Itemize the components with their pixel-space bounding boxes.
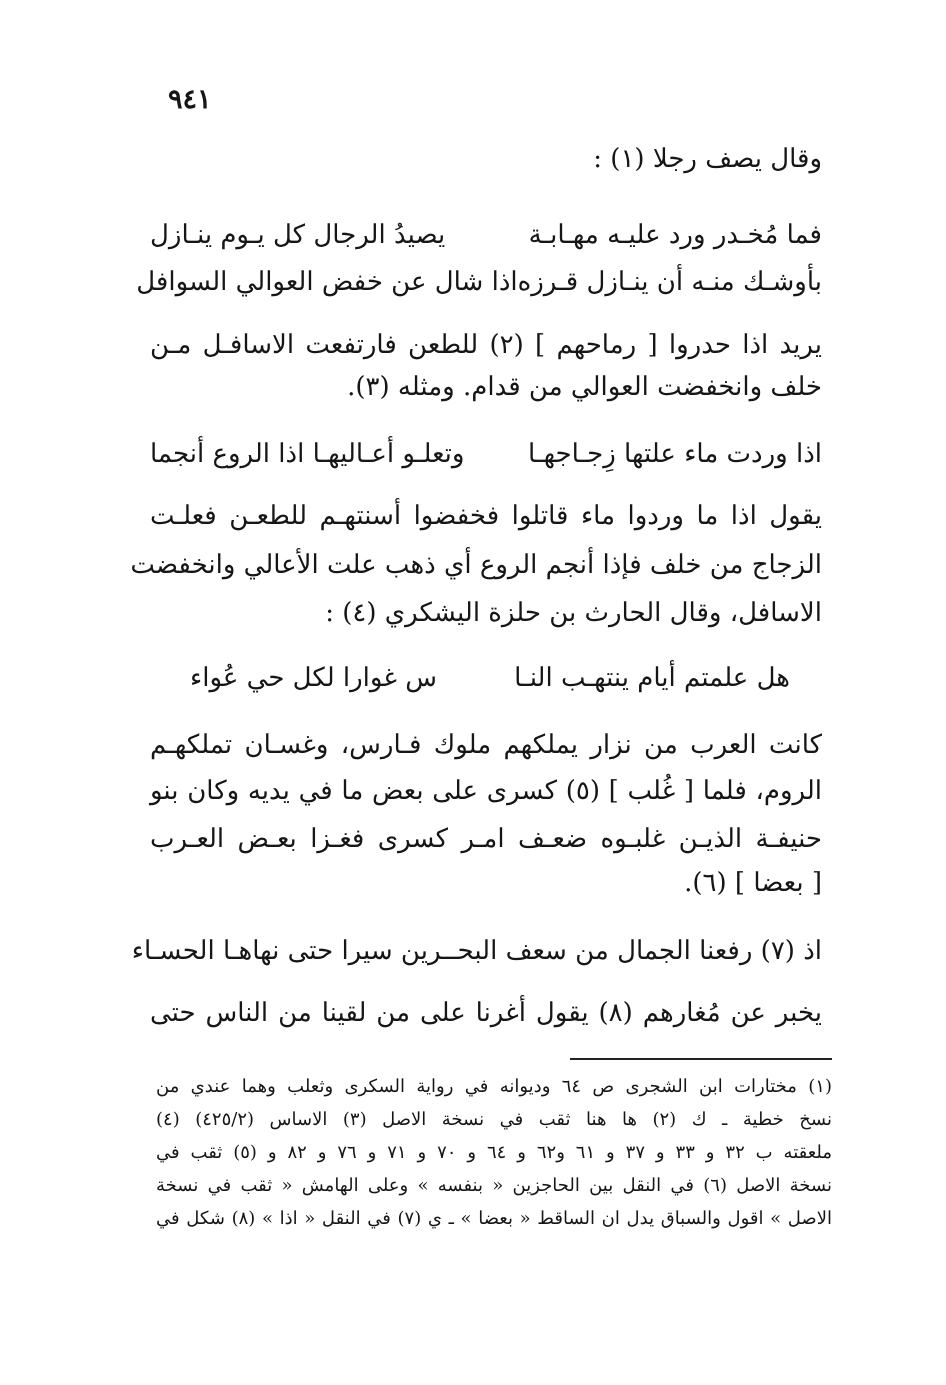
commentary-line: الزجاج من خلف فإذا أنجم الروع أي ذهب علت الأعالي وانخفضت bbox=[130, 550, 822, 580]
commentary-line: حنيفـة الذيـن غلبـوه ضعـف امـر كسرى فغـزا بعـض العـرب bbox=[150, 824, 822, 854]
verse-hemistich: س غوارا لكل حي عُواء bbox=[190, 663, 437, 693]
footnote-line: نسخ خطية ـ ك (٢) ها هنا ثقب في نسخة الاصل (٣) الاساس (٤٢٥/٢) (٤) bbox=[156, 1109, 832, 1130]
commentary-line: خلف وانخفضت العوالي من قدام. ومثله (٣). bbox=[347, 372, 822, 402]
footnote-divider bbox=[570, 1058, 832, 1060]
verse-1-line-2 bbox=[136, 259, 822, 305]
commentary-line: الروم، فلما [ غُلب ] (٥) كسرى على بعض ما في يديه وكان بنو bbox=[150, 776, 822, 806]
commentary-line: يقول اذا ما وردوا ماء قاتلوا فخفضوا أسنتهـم للطعـن فعلـت bbox=[150, 501, 822, 531]
verse-hemistich: هل علمتم أيام ينتهـب النـا bbox=[514, 663, 790, 693]
verse-hemistich: ـرين سيرا حتى نهاهـا الحسـاء bbox=[131, 936, 450, 966]
footnote-line: الاصل » اقول والسباق يدل ان الساقط « بعضا » ـ ي (٧) في النقل « اذا » (٨) شكل في bbox=[156, 1208, 832, 1229]
verse-2 bbox=[150, 431, 822, 477]
page-number: ٩٤١ bbox=[168, 84, 212, 115]
commentary-line: يخبر عن مُغارهم (٨) يقول أغرنا على من لقينا من الناس حتى bbox=[150, 998, 823, 1028]
footnote-line: ملعقته ب ٣٢ و ٣٣ و ٣٧ و ٦١ و٦٢ و ٦٤ و ٧٠ و ٧١ و ٧٦ و ٨٢ و (٥) ثقب في bbox=[156, 1142, 833, 1163]
commentary-line: الاسافل، وقال الحارث بن حلزة اليشكري (٤) : bbox=[325, 598, 822, 628]
verse-3 bbox=[190, 655, 790, 701]
verse-4 bbox=[131, 928, 822, 974]
commentary-line: كانت العرب من نزار يملكهم ملوك فـارس، وغسـان تملكهـم bbox=[150, 730, 822, 760]
intro-line: وقال يصف رجلا (١) : bbox=[593, 144, 822, 174]
commentary-line: يريد اذا حدروا [ رماحهم ] (٢) للطعن فارتفعت الاسافـل مـن bbox=[150, 330, 822, 360]
commentary-line: [ بعضا ] (٦). bbox=[684, 868, 822, 898]
verse-hemistich: يصيدُ الرجال كل يـوم ينـازل bbox=[150, 220, 446, 250]
footnote-line: نسخة الاصل (٦) في النقل بين الحاجزين « بنفسه » وعلى الهامش « ثقب في نسخة bbox=[156, 1175, 832, 1196]
verse-hemistich: اذ (٧) رفعنا الجمال من سعف البحـ bbox=[449, 936, 822, 966]
verse-hemistich: وتعلـو أعـاليهـا اذا الروع أنجما bbox=[150, 439, 465, 469]
verse-hemistich: بأوشـك منـه أن ينـازل قـرزه bbox=[517, 267, 822, 297]
verse-hemistich: اذا شال عن خفض العوالي السوافل bbox=[136, 267, 518, 297]
verse-1-line-1 bbox=[150, 212, 822, 258]
verse-hemistich: فما مُخـدر ورد عليـه مهـابـة bbox=[528, 220, 822, 250]
verse-hemistich: اذا وردت ماء علتها زِجـاجهـا bbox=[528, 439, 822, 469]
footnote-line: (١) مختارات ابن الشجرى ص ٦٤ وديوانه في رواية السكرى وثعلب وهما عندي من bbox=[156, 1076, 832, 1097]
